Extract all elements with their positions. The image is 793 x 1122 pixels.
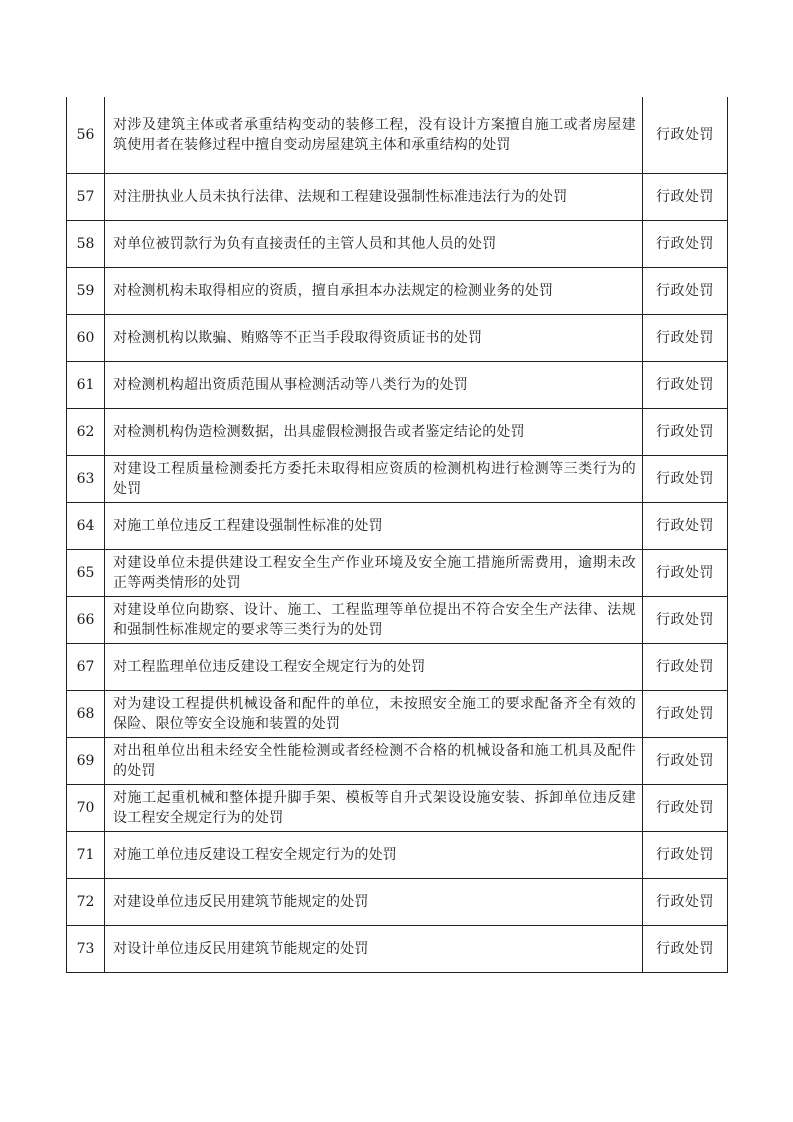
item-name: 对施工单位违反工程建设强制性标准的处罚 <box>105 503 643 550</box>
table-row <box>67 691 728 738</box>
item-name: 对建设单位未提供建设工程安全生产作业环境及安全施工措施所需费用，逾期未改正等两类情形的处罚 <box>105 550 643 597</box>
item-name: 对检测机构以欺骗、贿赂等不正当手段取得资质证书的处罚 <box>105 315 643 362</box>
item-name: 对施工单位违反建设工程安全规定行为的处罚 <box>105 832 643 879</box>
row-number: 58 <box>67 221 105 268</box>
row-number: 57 <box>67 174 105 221</box>
table-row <box>67 315 728 362</box>
table-row <box>67 879 728 926</box>
item-name: 对建设单位向勘察、设计、施工、工程监理等单位提出不符合安全生产法律、法规和强制性标准规定的要求等三类行为的处罚 <box>105 597 643 644</box>
item-name: 对涉及建筑主体或者承重结构变动的装修工程，没有设计方案擅自施工或者房屋建筑使用者在装修过程中擅自变动房屋建筑主体和承重结构的处罚 <box>105 97 643 174</box>
item-name: 对工程监理单位违反建设工程安全规定行为的处罚 <box>105 644 643 691</box>
row-number: 68 <box>67 691 105 738</box>
row-number: 61 <box>67 362 105 409</box>
table-row <box>67 503 728 550</box>
table-row <box>67 832 728 879</box>
table-row <box>67 597 728 644</box>
table-row <box>67 268 728 315</box>
item-name: 对单位被罚款行为负有直接责任的主管人员和其他人员的处罚 <box>105 221 643 268</box>
item-type: 行政处罚 <box>643 738 728 785</box>
row-number: 69 <box>67 738 105 785</box>
row-number: 63 <box>67 456 105 503</box>
item-name: 对施工起重机械和整体提升脚手架、模板等自升式架设设施安装、拆卸单位违反建设工程安全规定行为的处罚 <box>105 785 643 832</box>
table-row <box>67 362 728 409</box>
row-number: 59 <box>67 268 105 315</box>
item-type: 行政处罚 <box>643 926 728 973</box>
row-number: 66 <box>67 597 105 644</box>
row-number: 73 <box>67 926 105 973</box>
table-row <box>67 550 728 597</box>
row-number: 60 <box>67 315 105 362</box>
row-number: 70 <box>67 785 105 832</box>
table-row <box>67 221 728 268</box>
table-row <box>67 97 728 174</box>
item-name: 对检测机构未取得相应的资质，擅自承担本办法规定的检测业务的处罚 <box>105 268 643 315</box>
item-type: 行政处罚 <box>643 362 728 409</box>
item-type: 行政处罚 <box>643 691 728 738</box>
item-name: 对注册执业人员未执行法律、法规和工程建设强制性标准违法行为的处罚 <box>105 174 643 221</box>
item-name: 对检测机构超出资质范围从事检测活动等八类行为的处罚 <box>105 362 643 409</box>
item-name: 对建设工程质量检测委托方委托未取得相应资质的检测机构进行检测等三类行为的处罚 <box>105 456 643 503</box>
row-number: 56 <box>67 97 105 174</box>
table-row <box>67 926 728 973</box>
row-number: 65 <box>67 550 105 597</box>
item-type: 行政处罚 <box>643 409 728 456</box>
item-type: 行政处罚 <box>643 879 728 926</box>
item-type: 行政处罚 <box>643 597 728 644</box>
item-name: 对为建设工程提供机械设备和配件的单位，未按照安全施工的要求配备齐全有效的保险、限位等安全设施和装置的处罚 <box>105 691 643 738</box>
row-number: 64 <box>67 503 105 550</box>
table-row <box>67 456 728 503</box>
item-type: 行政处罚 <box>643 503 728 550</box>
item-type: 行政处罚 <box>643 550 728 597</box>
item-type: 行政处罚 <box>643 644 728 691</box>
item-type: 行政处罚 <box>643 174 728 221</box>
row-number: 62 <box>67 409 105 456</box>
row-number: 67 <box>67 644 105 691</box>
item-name: 对建设单位违反民用建筑节能规定的处罚 <box>105 879 643 926</box>
item-type: 行政处罚 <box>643 221 728 268</box>
table-row <box>67 738 728 785</box>
item-name: 对设计单位违反民用建筑节能规定的处罚 <box>105 926 643 973</box>
item-name: 对出租单位出租未经安全性能检测或者经检测不合格的机械设备和施工机具及配件的处罚 <box>105 738 643 785</box>
table-row <box>67 174 728 221</box>
item-type: 行政处罚 <box>643 456 728 503</box>
item-type: 行政处罚 <box>643 315 728 362</box>
table-row <box>67 644 728 691</box>
item-name: 对检测机构伪造检测数据，出具虚假检测报告或者鉴定结论的处罚 <box>105 409 643 456</box>
item-type: 行政处罚 <box>643 832 728 879</box>
item-type: 行政处罚 <box>643 97 728 174</box>
item-type: 行政处罚 <box>643 268 728 315</box>
row-number: 72 <box>67 879 105 926</box>
penalty-items-table <box>66 97 728 973</box>
item-type: 行政处罚 <box>643 785 728 832</box>
row-number: 71 <box>67 832 105 879</box>
table-row <box>67 785 728 832</box>
table-row <box>67 409 728 456</box>
